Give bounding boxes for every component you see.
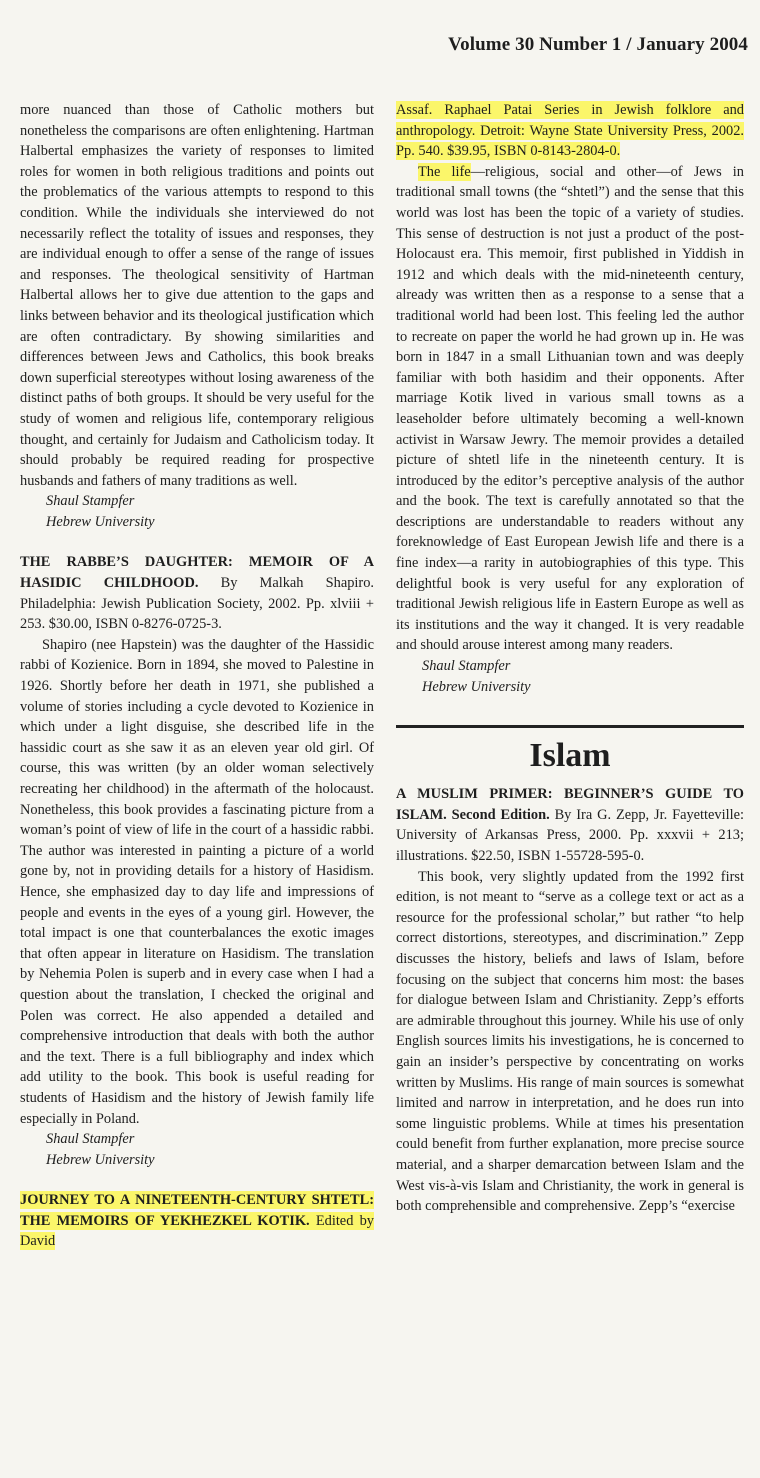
reviewer-affiliation: Hebrew University xyxy=(422,678,531,695)
left-column xyxy=(20,100,374,1252)
reviewer-name: Shaul Stampfer xyxy=(46,493,135,510)
reviewer-name: Shaul Stampfer xyxy=(422,658,511,675)
reviewer-name: Shaul Stampfer xyxy=(46,1131,135,1148)
right-column xyxy=(396,100,744,1217)
reviewer-affiliation: Hebrew University xyxy=(46,513,155,530)
book-entry-heading xyxy=(396,784,744,866)
reviewer-affiliation: Hebrew University xyxy=(46,1151,155,1168)
section-divider xyxy=(396,725,744,728)
review-paragraph: This book, very slightly updated from the 1992 first edition, is not meant to “serve as a college text or act as a resource for the professional scholar,” but rather “to help correct distortions, stereotypes, and discrimination.” Zepp discusses the history, beliefs and laws of Islam, before focusing on the subject that concerns him most: the bases for dialogue between Islam and Christianity. Zepp’s efforts are admirable throughout this journey. While his use of only English sources limits his investigations, he is concerned to gain an insider’s perspective by concentrating on works written by Muslims. His range of main sources is somewhat limited and narrow in interpretation, and he does run into some linguistic problems. While at times his presentation could benefit from further explanation, more precise source material, and a sharper demarcation between Islam and the West vis-à-vis Islam and Christianity, the work in general is both comprehensible and comprehensive. Zepp’s “exercise xyxy=(396,868,744,1215)
book-title: JOURNEY TO A NINETEENTH-CENTURY SHTETL: THE MEMOIRS OF YEKHEZKEL KOTIK. xyxy=(20,1192,374,1229)
book-citation: Edited by David xyxy=(20,1212,374,1250)
book-entry-heading xyxy=(20,1190,374,1252)
section-title: Islam xyxy=(529,737,611,775)
book-title: THE RABBE’S DAUGHTER: MEMOIR OF A HASIDIC CHILDHOOD. xyxy=(20,554,374,592)
book-citation: By Ira G. Zepp, Jr. Fayetteville: University of Arkansas Press, 2000. Pp. xxxvii + 213; illustrations. $22.50, ISBN 1-55728-595-0. xyxy=(396,806,745,864)
review-paragraph: The life—religious, social and other—of Jews in traditional small towns (the “shtetl”) and the sense that this world was lost has been the topic of a variety of studies. This sense of destruction is not just a product of the post-Holocaust era. This memoir, first published in Yiddish in 1912 and which deals with the mid-nineteenth century, already was written then as a response to a sense that a traditional world had been lost. This feeling led the author to recreate on paper the world he had grown up in. He was born in 1847 in a small Lithuanian town and was deeply familiar with both hasidim and their opponents. After marriage Kotik lived in various small towns as a leaseholder before ultimately becoming a well-known activist in Warsaw Jewry. The memoir provides a detailed picture of shtetl life in the nineteenth century. It is introduced by the editor’s perceptive analysis of the author and the book. The text is carefully annotated so that the descriptions are understandable to readers without any foreknowledge of East European Jewish life and there is a fine index—a rarity in autobiographies of this type. This delightful book is very useful for any exploration of traditional Jewish religious life in Eastern Europe as well as its institutions and the way it changed. It is very readable and should arouse interest among many readers. xyxy=(396,163,744,654)
review-paragraph: Shapiro (nee Hapstein) was the daughter of the Hassidic rabbi of Kozienice. Born in 1894, she moved to Palestine in 1926. Shortly before her death in 1971, she published a volume of stories including a cycle devoted to Kozienice in which under a light disguise, she described life in the hassidic court as she saw it as an eleven year old girl. Of course, this was written (by an older woman selectively recreating her childhood) in the aftermath of the holocaust. Nonetheless, this book provides a fascinating picture from a woman’s point of view of life in the court of a hassidic rabbi. The author was interested in painting a picture of a world gone by, not in providing details for a history of Hasidism. Hence, she emphasized day to day life and impressions of people and events in the eyes of a young girl. However, the total impact is one that counterbalances the exotic images that often appear in literature on Hasidism. The translation by Nehemia Polen is superb and in every case when I had a question about the translation, I checked the original and Polen was correct. He also appended a detailed and comprehensive introduction that deals with both the author and the text. There is a full bibliography and index which add utility to the book. This book is useful reading for students of Hasidism and the history of Jewish family life especially in Poland. xyxy=(20,636,374,1127)
book-citation: By Malkah Shapiro. Philadelphia: Jewish Publication Society, 2002. Pp. xlviii + 253. $30.00, ISBN 0-8276-0725-3. xyxy=(20,575,374,633)
book-entry-heading xyxy=(20,552,374,634)
review-paragraph: more nuanced than those of Catholic mothers but nonetheless the comparisons are often enlightening. Hartman Halbertal emphasizes the variety of responses to limited roles for women in both religious traditions and points out the problematics of the various attempts to respond to this condition. While the individuals she interviewed do not necessarily reflect the totality of issues and responses, they are individual enough to offer a sense of the range of issues and responses. The theological sensitivity of Hartman Halbertal allows her to give due attention to the gaps and links between behavior and its theological justification which are often contradictary. By showing similarities and differences between Jews and Catholics, this book breaks down superficial stereotypes without losing awareness of the distinct paths of both groups. It should be very useful for the study of women and religious life, contemporary religious thought, and certainly for Judaism and Catholicism today. It should probably be required reading for prospective husbands and fathers of many traditions as well. xyxy=(20,102,374,489)
book-title: A MUSLIM PRIMER: BEGINNER’S GUIDE TO ISLAM. Second Edition. xyxy=(396,786,744,823)
running-head: Volume 30 Number 1 / January 2004 xyxy=(448,34,748,55)
book-citation-continued: Assaf. Raphael Patai Series in Jewish folklore and anthropology. Detroit: Wayne State University Press, 2002. Pp. 540. $39.95, ISBN 0-8143-2804-0. xyxy=(396,102,744,160)
